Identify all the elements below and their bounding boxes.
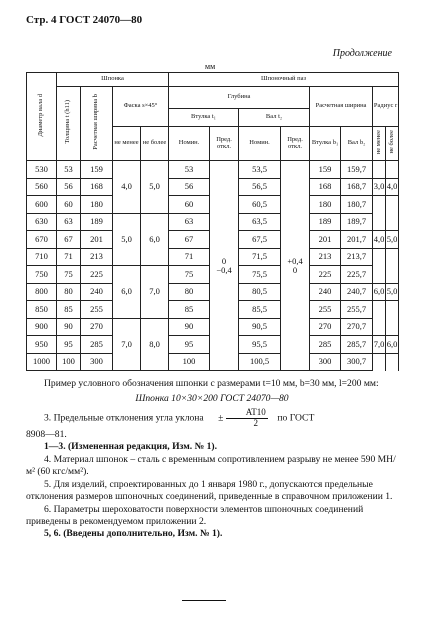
header-thickness: Толщина t (h11) (57, 87, 81, 161)
cell-radius-min (373, 213, 386, 231)
cell-radius-min: 6,0 (373, 283, 386, 301)
cell-hub-b1: 255 (310, 301, 341, 319)
cell-calc-width: 180 (81, 196, 113, 214)
example-formula: Шпонка 10×30×200 ГОСТ 24070—80 (135, 393, 289, 405)
cell-radius-max: 5,0 (386, 231, 399, 249)
keys-table (26, 72, 399, 371)
cell-thickness: 75 (57, 266, 81, 284)
cell-radius-min (373, 353, 386, 371)
cell-shaft-b2: 240,7 (341, 283, 373, 301)
cell-diameter: 950 (27, 336, 57, 354)
header-calc-width: Расчетная ширина b (81, 87, 113, 161)
cell-shaft-nominal: 71,5 (239, 248, 281, 266)
example-intro: Пример условного обозначения шпонки с размерами t=10 мм, b=30 мм, l=200 мм: (44, 378, 379, 389)
cell-radius-max (386, 318, 399, 336)
cell-calc-width: 285 (81, 336, 113, 354)
cell-radius-max (386, 248, 399, 266)
cell-shaft-tol: +0,4 0 (281, 161, 310, 371)
cell-radius-max (386, 301, 399, 319)
cell-hub-b1: 159 (310, 161, 341, 179)
table-row (27, 161, 399, 179)
cell-shaft-b2: 213,7 (341, 248, 373, 266)
cell-shaft-b2: 159,7 (341, 161, 373, 179)
note-3-cont: 8908—81. (26, 428, 67, 440)
cell-shaft-b2: 180,7 (341, 196, 373, 214)
cell-calc-width: 213 (81, 248, 113, 266)
header-depth: Глубина (169, 87, 310, 109)
header-chamfer-min: не менее (113, 127, 141, 161)
cell-shaft-b2: 225,7 (341, 266, 373, 284)
cell-radius-max: 5,0 (386, 283, 399, 301)
cell-chamfer-min: 4,0 (113, 161, 141, 214)
header-radius-max: не более (386, 127, 399, 161)
cell-hub-nominal: 90 (169, 318, 210, 336)
cell-chamfer-min: 5,0 (113, 213, 141, 266)
cell-hub-b1: 240 (310, 283, 341, 301)
cell-thickness: 60 (57, 196, 81, 214)
cell-hub-b1: 225 (310, 266, 341, 284)
cell-hub-nominal: 56 (169, 178, 210, 196)
cell-diameter: 750 (27, 266, 57, 284)
cell-diameter: 600 (27, 196, 57, 214)
cell-shaft-nominal: 100,5 (239, 353, 281, 371)
cell-shaft-nominal: 95,5 (239, 336, 281, 354)
cell-thickness: 90 (57, 318, 81, 336)
cell-thickness: 71 (57, 248, 81, 266)
header-keyway: Шпоночный паз (169, 73, 399, 87)
cell-hub-nominal: 63 (169, 213, 210, 231)
cell-hub-b1: 213 (310, 248, 341, 266)
header-diameter: Диаметр вала d (27, 73, 57, 161)
cell-calc-width: 189 (81, 213, 113, 231)
cell-radius-min (373, 248, 386, 266)
header-hub-tol: Пред. откл. (210, 127, 239, 161)
note-4: 4. Материал шпонок – сталь с временным сопротивлением разрыву не менее 590 МН/м² (60 кгс/мм²). (26, 453, 396, 478)
cell-hub-nominal: 60 (169, 196, 210, 214)
cell-shaft-nominal: 67,5 (239, 231, 281, 249)
cell-shaft-b2: 201,7 (341, 231, 373, 249)
cell-diameter: 1000 (27, 353, 57, 371)
note-5-6-added: 5, 6. (Введены дополнительно, Изм. № 1). (44, 528, 223, 540)
cell-thickness: 67 (57, 231, 81, 249)
cell-calc-width: 270 (81, 318, 113, 336)
cell-hub-nominal: 71 (169, 248, 210, 266)
cell-calc-width: 255 (81, 301, 113, 319)
cell-radius-min (373, 266, 386, 284)
cell-diameter: 560 (27, 178, 57, 196)
header-shaft-nominal: Номин. (239, 127, 281, 161)
cell-diameter: 900 (27, 318, 57, 336)
cell-shaft-nominal: 63,5 (239, 213, 281, 231)
header-calc-width2: Расчетная ширина (310, 87, 373, 127)
cell-shaft-nominal: 85,5 (239, 301, 281, 319)
cell-diameter: 800 (27, 283, 57, 301)
cell-calc-width: 225 (81, 266, 113, 284)
tolerance-fraction: $\frac{AT10}{2}$ (226, 408, 268, 429)
cell-chamfer-min: 7,0 (113, 318, 141, 371)
cell-diameter: 710 (27, 248, 57, 266)
cell-hub-b1: 168 (310, 178, 341, 196)
cell-thickness: 56 (57, 178, 81, 196)
cell-calc-width: 168 (81, 178, 113, 196)
page-header: Стр. 4 ГОСТ 24070—80 (26, 14, 143, 26)
header-shaft-b2: Вал b₂ (341, 127, 373, 161)
cell-chamfer-max: 6,0 (141, 213, 169, 266)
header-radius: Радиус r (373, 87, 399, 127)
cell-shaft-b2: 168,7 (341, 178, 373, 196)
cell-hub-nominal: 100 (169, 353, 210, 371)
cell-thickness: 63 (57, 213, 81, 231)
cell-shaft-b2: 255,7 (341, 301, 373, 319)
cell-hub-nominal: 75 (169, 266, 210, 284)
cell-thickness: 95 (57, 336, 81, 354)
cell-hub-b1: 270 (310, 318, 341, 336)
cell-hub-b1: 189 (310, 213, 341, 231)
note-3: 3. Предельные отклонения угла уклона ± $\frac{AT10}{2}$ по ГОСТ (44, 406, 315, 428)
cell-shaft-nominal: 75,5 (239, 266, 281, 284)
cell-calc-width: 201 (81, 231, 113, 249)
cell-radius-max: 6,0 (386, 336, 399, 354)
cell-radius-max (386, 266, 399, 284)
cell-calc-width: 240 (81, 283, 113, 301)
cell-thickness: 85 (57, 301, 81, 319)
cell-radius-max (386, 196, 399, 214)
cell-diameter: 670 (27, 231, 57, 249)
cell-chamfer-min: 6,0 (113, 266, 141, 319)
cell-chamfer-max: 7,0 (141, 266, 169, 319)
header-shaft: Вал t₂ (239, 109, 310, 127)
cell-hub-nominal: 80 (169, 283, 210, 301)
cell-shaft-nominal: 53,5 (239, 161, 281, 179)
cell-shaft-b2: 189,7 (341, 213, 373, 231)
cell-hub-tol: 0 −0,4 (210, 161, 239, 371)
notes (26, 378, 398, 541)
continuation-label: Продолжение (332, 48, 392, 59)
cell-shaft-nominal: 60,5 (239, 196, 281, 214)
cell-thickness: 80 (57, 283, 81, 301)
header-chamfer-max: не более (141, 127, 169, 161)
unit-label: мм (205, 62, 216, 71)
cell-radius-max: 4,0 (386, 178, 399, 196)
cell-radius-max (386, 353, 399, 371)
header-hub-nominal: Номин. (169, 127, 210, 161)
cell-hub-b1: 180 (310, 196, 341, 214)
note-6: 6. Параметры шероховатости поверхности элементов шпоночных соединений приведены в рекомендуемом приложении 2. (26, 503, 364, 527)
cell-hub-b1: 285 (310, 336, 341, 354)
header-key: Шпонка (57, 73, 169, 87)
cell-radius-min (373, 161, 386, 179)
cell-hub-nominal: 95 (169, 336, 210, 354)
cell-radius-min: 3,0 (373, 178, 386, 196)
cell-hub-nominal: 85 (169, 301, 210, 319)
cell-radius-min: 4,0 (373, 231, 386, 249)
note-1-3-change: 1—3. (Измененная редакция, Изм. № 1). (44, 441, 218, 453)
cell-shaft-b2: 285,7 (341, 336, 373, 354)
cell-thickness: 53 (57, 161, 81, 179)
cell-radius-max (386, 213, 399, 231)
cell-radius-min (373, 196, 386, 214)
header-shaft-tol: Пред. откл. (281, 127, 310, 161)
cell-calc-width: 159 (81, 161, 113, 179)
note-5: 5. Для изделий, спроектированных до 1 января 1980 г., допускаются предельные отклонения размеров шпоночных соединений, приведенные в справочном приложении 1. (26, 478, 393, 503)
cell-hub-nominal: 53 (169, 161, 210, 179)
cell-shaft-nominal: 56,5 (239, 178, 281, 196)
cell-chamfer-max: 5,0 (141, 161, 169, 214)
cell-shaft-nominal: 80,5 (239, 283, 281, 301)
cell-shaft-b2: 270,7 (341, 318, 373, 336)
cell-shaft-nominal: 90,5 (239, 318, 281, 336)
cell-radius-max (386, 161, 399, 179)
cell-hub-b1: 300 (310, 353, 341, 371)
cell-diameter: 530 (27, 161, 57, 179)
cell-radius-min: 7,0 (373, 336, 386, 354)
cell-hub-b1: 201 (310, 231, 341, 249)
cell-diameter: 850 (27, 301, 57, 319)
header-chamfer: Фаска s×45° (113, 87, 169, 127)
end-rule (182, 600, 226, 601)
cell-hub-nominal: 67 (169, 231, 210, 249)
cell-chamfer-max: 8,0 (141, 318, 169, 371)
cell-shaft-b2: 300,7 (341, 353, 373, 371)
cell-radius-min (373, 318, 386, 336)
header-hub-b1: Втулка b₁ (310, 127, 341, 161)
cell-radius-min (373, 301, 386, 319)
header-hub: Втулка t₁ (169, 109, 239, 127)
cell-calc-width: 300 (81, 353, 113, 371)
cell-thickness: 100 (57, 353, 81, 371)
cell-diameter: 630 (27, 213, 57, 231)
header-radius-min: не менее (373, 127, 386, 161)
